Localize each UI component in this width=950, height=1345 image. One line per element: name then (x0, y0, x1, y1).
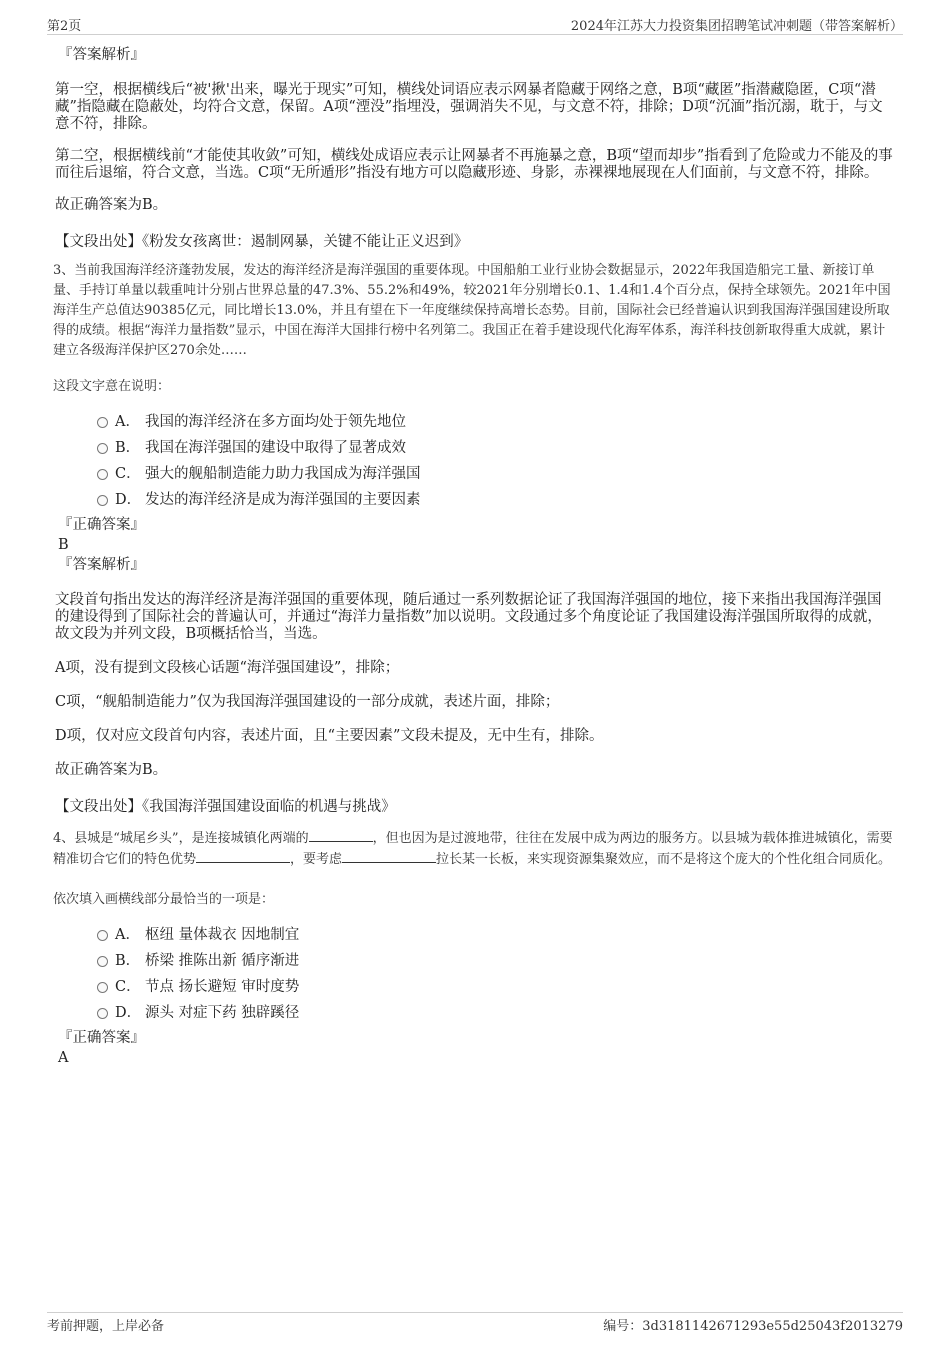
option-a[interactable]: A． 我国的海洋经济在多方面均处于领先地位 (55, 409, 905, 435)
correct-answer: B (58, 537, 69, 553)
option-d-note: D项，仅对应文段首句内容，表述片面，且“主要因素”文段未提及，无中生有，排除。 (55, 728, 604, 744)
document-title: 2024年江苏大力投资集团招聘笔试冲刺题（带答案解析） (570, 19, 903, 34)
page-content (55, 44, 905, 1067)
analysis-paragraph: 第一空，根据横线后“被'揪'出来，曝光于现实”可知，横线处词语应表示网暴者隐藏于网络之意，B项“藏匿”指潜藏隐匿，C项“潜藏”指隐藏在隐蔽处，均符合文意，保留。A项“湮没”指埋没，强调消失不见，与文意不符，排除；D项“沉湎”指沉溺，耽于，与文意不符，排除。 (55, 82, 883, 132)
radio-button[interactable] (97, 495, 108, 506)
radio-button[interactable] (97, 417, 108, 428)
correct-answer-label: 『正确答案』 (58, 517, 145, 533)
option-a[interactable]: A． 枢纽 量体裁衣 因地制宜 (55, 922, 905, 948)
radio-button[interactable] (97, 930, 108, 941)
question-prompt: 这段文字意在说明： (53, 379, 171, 394)
fill-blank (196, 849, 290, 863)
radio-button[interactable] (97, 982, 108, 993)
analysis-label: 『答案解析』 (58, 47, 145, 63)
radio-button[interactable] (97, 1008, 108, 1019)
correct-answer: A (58, 1050, 69, 1066)
option-b[interactable]: B． 我国在海洋强国的建设中取得了显著成效 (55, 435, 905, 461)
option-d[interactable]: D． 发达的海洋经济是成为海洋强国的主要因素 (55, 487, 905, 513)
question-stem: 3、当前我国海洋经济蓬勃发展，发达的海洋经济是海洋强国的重要体现。中国船舶工业行业协会数据显示，2022年我国造船完工量、新接订单量、手持订单量以载重吨计分别占世界总量的47.3%、55.2%和49%，较2021年分别增长0.1、1.4和1.4个百分点，保持全球领先。2021年中国海洋生产总值达90385亿元，同比增长13.0%，并且有望在下一年度继续保持高增长态势。目前，国际社会已经普遍认识到我国海洋强国建设所取得的成绩。根据“海洋力量指数”显示，中国在海洋大国排行榜中名列第二。我国正在着手建设现代化海军体系，海洋科技创新取得重大成就，累计建立各级海洋保护区270余处…… (53, 263, 891, 358)
conclusion: 故正确答案为B。 (55, 197, 168, 213)
option-c[interactable]: C． 强大的舰船制造能力助力我国成为海洋强国 (55, 461, 905, 487)
question-prompt: 依次填入画横线部分最恰当的一项是： (53, 892, 275, 907)
radio-button[interactable] (97, 443, 108, 454)
option-a-note: A项，没有提到文段核心话题“海洋强国建设”，排除； (55, 660, 400, 676)
analysis-paragraph: 文段首句指出发达的海洋经济是海洋强国的重要体现，随后通过一系列数据论证了我国海洋强国的地位，接下来指出我国海洋强国的建设得到了国际社会的普遍认可，并通过“海洋力量指数”加以说明。文段通过多个角度论证了我国建设海洋强国所取得的成就，故文段为并列文段，B项概括恰当，当选。 (55, 592, 882, 642)
radio-button[interactable] (97, 956, 108, 967)
page-footer (47, 1312, 903, 1337)
option-list (55, 409, 905, 513)
source-citation: 【文段出处】《我国海洋强国建设面临的机遇与挑战》 (55, 799, 396, 815)
question-stem: 4、县城是“城尾乡头”，是连接城镇化两端的 ，但也因为是过渡地带，往往在发展中成为两边的服务方。以县城为载体推进城镇化，需要精准切合它们的特色优势 ，要考虑 拉长某一长板，来实现资源集聚效应，而不是将这个庞大的个性化组合同质化。 (53, 828, 898, 870)
option-b[interactable]: B． 桥梁 推陈出新 循序渐进 (55, 948, 905, 974)
fill-blank (342, 849, 436, 863)
page-header (47, 14, 903, 35)
footer-slogan: 考前押题，上岸必备 (47, 1319, 165, 1334)
source-citation: 【文段出处】《粉发女孩离世：遏制网暴，关键不能让正义迟到》 (55, 234, 469, 250)
fill-blank (309, 828, 373, 842)
option-list (55, 922, 905, 1026)
option-c[interactable]: C． 节点 扬长避短 审时度势 (55, 974, 905, 1000)
analysis-label: 『答案解析』 (58, 557, 145, 573)
correct-answer-label: 『正确答案』 (58, 1030, 145, 1046)
document-code: 编号：3d3181142671293e55d25043f2013279 (603, 1319, 903, 1334)
option-d[interactable]: D． 源头 对症下药 独辟蹊径 (55, 1000, 905, 1026)
conclusion: 故正确答案为B。 (55, 762, 168, 778)
analysis-paragraph: 第二空，根据横线前“才能使其收敛”可知，横线处成语应表示让网暴者不再施暴之意，B项“望而却步”指看到了危险或力不能及的事而往后退缩，符合文意，当选。C项“无所遁形”指没有地方可以隐藏形迹、身影，赤裸裸地展现在人们面前，与文意不符，排除。 (55, 148, 893, 181)
option-c-note: C项，“舰船制造能力”仅为我国海洋强国建设的一部分成就，表述片面，排除； (55, 694, 560, 710)
radio-button[interactable] (97, 469, 108, 480)
page-number: 第2页 (47, 19, 82, 34)
